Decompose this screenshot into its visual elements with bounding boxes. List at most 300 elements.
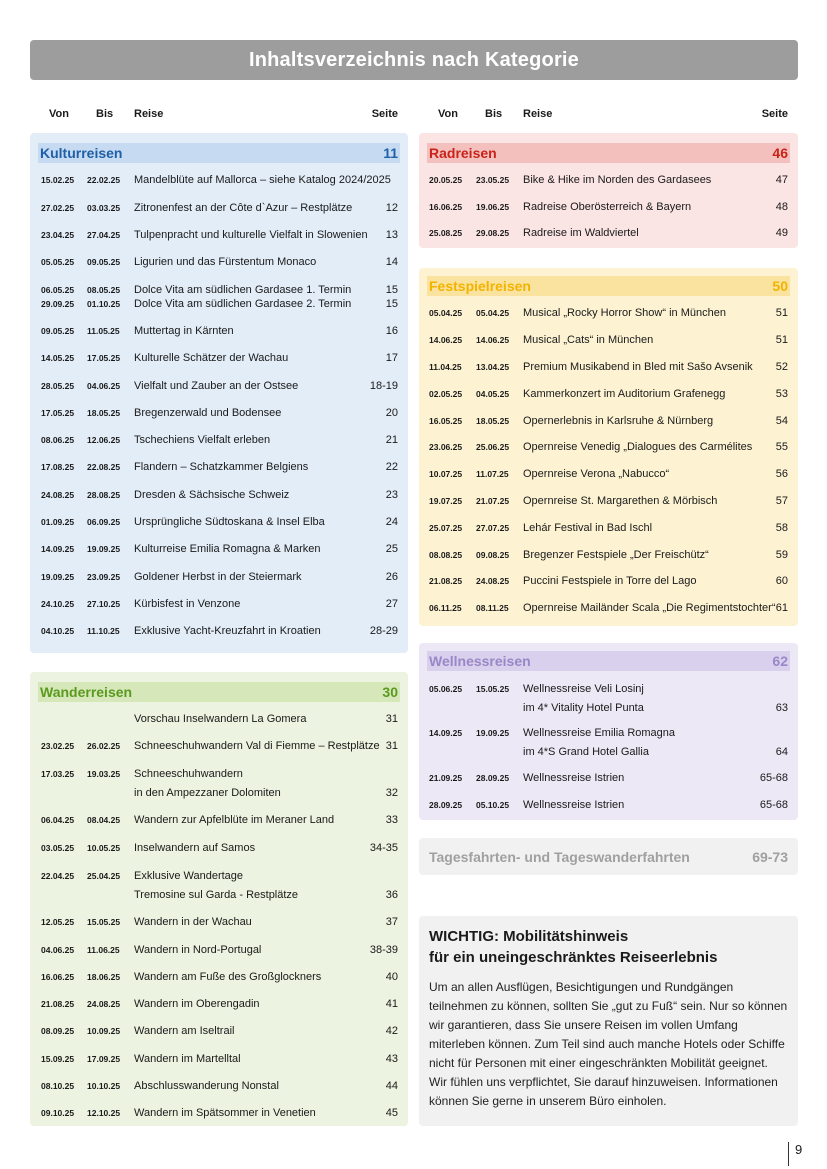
date-to: 27.10.25 — [87, 599, 121, 609]
trip-name-line: Bike & Hike im Norden des Gardasees — [523, 174, 712, 186]
table-row — [30, 540, 408, 559]
date-to: 12.10.25 — [87, 1108, 121, 1118]
section-page: 50 — [772, 278, 788, 294]
trip-name-line: Abschlusswanderung Nonstal — [134, 1080, 279, 1092]
table-row — [30, 941, 408, 960]
trip-name-line: Puccini Festspiele in Torre del Lago — [523, 575, 697, 587]
page-ref: 56 — [775, 468, 788, 480]
table-row — [30, 199, 408, 218]
notice-heading-2: für ein uneingeschränktes Reiseerlebnis — [429, 949, 718, 966]
date-to: 22.02.25 — [87, 175, 121, 185]
page-ref: 18-19 — [369, 380, 398, 392]
table-row — [30, 1050, 408, 1069]
trip-name — [134, 710, 306, 729]
table-row — [419, 438, 798, 457]
page-ref: 55 — [775, 441, 788, 453]
date-to: 27.04.25 — [87, 230, 121, 240]
date-from: 16.05.25 — [429, 416, 463, 426]
table-row — [30, 737, 408, 756]
trip-name — [134, 995, 260, 1014]
date-from: 17.05.25 — [41, 408, 75, 418]
section-radreisen — [419, 133, 798, 248]
date-to: 04.05.25 — [476, 389, 510, 399]
trip-name — [523, 519, 652, 538]
section-title: Festspielreisen — [429, 278, 531, 294]
date-to: 21.07.25 — [476, 496, 510, 506]
trip-name-line: Wandern am Iseltrail — [134, 1025, 235, 1037]
trip-name — [134, 867, 298, 905]
trip-name — [134, 431, 270, 450]
page-ref: 60 — [775, 575, 788, 587]
trip-name-line: Opernreise Mailänder Scala „Die Regimentstochter“ — [523, 602, 776, 614]
date-from: 25.08.25 — [429, 228, 463, 238]
trip-name — [523, 599, 776, 618]
trip-name-line: Goldener Herbst in der Steiermark — [134, 571, 302, 583]
trip-name — [523, 331, 653, 350]
trip-name-line: Kürbisfest in Venzone — [134, 598, 241, 610]
date-from: 29.09.25 — [41, 299, 75, 309]
trip-name — [523, 796, 624, 815]
table-row — [30, 377, 408, 396]
date-from: 04.10.25 — [41, 626, 75, 636]
date-to: 25.04.25 — [87, 871, 121, 881]
date-to: 19.09.25 — [476, 728, 510, 738]
page-ref: 12 — [385, 202, 398, 214]
date-from: 15.09.25 — [41, 1054, 75, 1064]
trip-name — [523, 224, 639, 243]
date-to: 26.02.25 — [87, 741, 121, 751]
section-header — [38, 682, 400, 702]
section-title: Radreisen — [429, 145, 497, 161]
trip-name-line: Kulturreise Emilia Romagna & Marken — [134, 543, 321, 555]
page-ref: 32 — [385, 787, 398, 799]
table-row — [419, 331, 798, 350]
date-from: 04.06.25 — [41, 945, 75, 955]
date-from: 21.08.25 — [429, 576, 463, 586]
date-to: 19.03.25 — [87, 769, 121, 779]
section-festspielreisen — [419, 268, 798, 626]
date-from: 08.06.25 — [41, 435, 75, 445]
section-title: Wellnessreisen — [429, 653, 531, 669]
section-header — [427, 847, 790, 867]
date-to: 10.05.25 — [87, 843, 121, 853]
table-row — [30, 765, 408, 803]
page-ref: 33 — [385, 814, 398, 826]
page-ref: 45 — [385, 1107, 398, 1119]
section-title: Wanderreisen — [40, 684, 133, 700]
trip-name — [134, 404, 281, 423]
trip-name — [134, 377, 298, 396]
table-row — [30, 171, 408, 190]
page-ref: 14 — [385, 256, 398, 268]
trip-name-line: Bregenzer Festspiele „Der Freischütz“ — [523, 549, 709, 561]
table-row — [419, 599, 798, 618]
trip-name — [523, 171, 711, 190]
date-from: 23.02.25 — [41, 741, 75, 751]
table-row — [419, 465, 798, 484]
table-row — [419, 796, 798, 815]
trip-name-line: Opernerlebnis in Karlsruhe & Nürnberg — [523, 415, 714, 427]
table-row — [419, 769, 798, 788]
date-to: 04.06.25 — [87, 381, 121, 391]
section-page: 11 — [383, 145, 398, 161]
table-row — [419, 224, 798, 243]
trip-name-line: Opernreise Venedig „Dialogues des Carmélites — [523, 441, 753, 453]
col-von: Von — [438, 108, 458, 120]
section-header — [427, 143, 790, 163]
page-ref: 57 — [775, 495, 788, 507]
date-from: 16.06.25 — [429, 202, 463, 212]
page-ref: 44 — [385, 1080, 398, 1092]
table-row — [30, 595, 408, 614]
date-from: 01.09.25 — [41, 517, 75, 527]
table-row — [30, 1104, 408, 1123]
date-to: 11.07.25 — [476, 469, 509, 479]
table-row — [30, 322, 408, 341]
page-ref: 59 — [775, 549, 788, 561]
date-to: 14.06.25 — [476, 335, 510, 345]
col-reise: Reise — [523, 108, 553, 120]
col-seite: Seite — [761, 108, 788, 120]
date-from: 20.05.25 — [429, 175, 463, 185]
trip-name-line: Ligurien und das Fürstentum Monaco — [134, 256, 317, 268]
trip-name-line: Inselwandern auf Samos — [134, 842, 256, 854]
table-row — [419, 304, 798, 323]
trip-name — [134, 253, 316, 272]
table-row — [30, 913, 408, 932]
col-seite: Seite — [371, 108, 398, 120]
trip-name — [134, 737, 380, 756]
table-row — [419, 572, 798, 591]
date-to: 19.09.25 — [87, 544, 121, 554]
trip-name-line: Vielfalt und Zauber an der Ostsee — [134, 380, 299, 392]
date-from: 19.07.25 — [429, 496, 463, 506]
date-from: 19.09.25 — [41, 572, 75, 582]
date-to: 09.05.25 — [87, 257, 121, 267]
page-ref: 13 — [385, 229, 398, 241]
section-page: 30 — [382, 684, 398, 700]
table-row — [30, 295, 408, 314]
trip-name — [134, 513, 325, 532]
date-from: 06.04.25 — [41, 815, 75, 825]
trip-name — [523, 304, 726, 323]
page-ref: 51 — [775, 307, 788, 319]
notice-text: Um an allen Ausflügen, Besichtigungen und Rundgängen teilnehmen zu können, sollten Sie „gut zu Fuß“ sein. Nur so können wir garantieren, dass Sie unsere Reisen im vollen Umfang miterleben können. Zum Teil sind auch manche Hotels oder Schiffe nicht für Personen mit einer eingeschränkten Mobilität geeignet. Wir fühlen uns verpflichtet, Sie darauf hinzuweisen. Informationen können Sie gerne in unserem Büro einholen. — [429, 980, 788, 1108]
page-ref: 25 — [385, 543, 398, 555]
trip-name — [523, 492, 717, 511]
page-ref: 36 — [385, 889, 398, 901]
trip-name-line: Mandelblüte auf Mallorca – siehe Katalog 2024/2025 — [134, 174, 391, 186]
date-to: 19.06.25 — [476, 202, 510, 212]
trip-name — [134, 458, 308, 477]
trip-name — [523, 198, 691, 217]
table-row — [419, 198, 798, 217]
trip-name-line: Premium Musikabend in Bled mit Sašo Avsenik — [523, 361, 753, 373]
date-to: 18.05.25 — [476, 416, 510, 426]
page-ref: 43 — [385, 1053, 398, 1065]
trip-name-line: Wellnessreise Emilia Romagna — [523, 727, 676, 739]
trip-name — [134, 765, 281, 803]
table-row — [30, 839, 408, 858]
page-ref: 41 — [385, 998, 398, 1010]
trip-name-line: im 4* Vitality Hotel Punta — [523, 702, 644, 714]
trip-name-line: Kammerkonzert im Auditorium Grafenegg — [523, 388, 726, 400]
trip-name — [134, 226, 368, 245]
page-ref: 65-68 — [759, 772, 788, 784]
col-von: Von — [49, 108, 69, 120]
trip-name-line: Wandern am Fuße des Großglockners — [134, 971, 322, 983]
trip-name — [134, 839, 255, 858]
trip-name-line: Tulpenpracht und kulturelle Vielfalt in Slowenien — [134, 229, 368, 241]
date-from: 05.04.25 — [429, 308, 463, 318]
date-from: 28.05.25 — [41, 381, 75, 391]
table-row — [30, 710, 408, 729]
section-wellnessreisen — [419, 643, 798, 820]
table-row — [30, 811, 408, 830]
trip-name-line: Flandern – Schatzkammer Belgiens — [134, 461, 309, 473]
page-ref: 31 — [385, 713, 398, 725]
date-from: 06.05.25 — [41, 285, 75, 295]
date-from: 08.09.25 — [41, 1026, 75, 1036]
trip-name — [523, 358, 753, 377]
date-to: 10.10.25 — [87, 1081, 121, 1091]
date-from: 11.04.25 — [429, 362, 462, 372]
section-header — [427, 276, 790, 296]
trip-name — [134, 199, 352, 218]
date-from: 17.03.25 — [41, 769, 75, 779]
col-bis: Bis — [96, 108, 114, 120]
date-from: 14.05.25 — [41, 353, 75, 363]
trip-name-line: Wandern im Martelltal — [134, 1053, 241, 1065]
date-to: 18.05.25 — [87, 408, 121, 418]
table-row — [30, 867, 408, 905]
table-row — [30, 995, 408, 1014]
date-to: 10.09.25 — [87, 1026, 121, 1036]
date-to: 06.09.25 — [87, 517, 121, 527]
trip-name-line: Bregenzerwald und Bodensee — [134, 407, 282, 419]
table-row — [30, 513, 408, 532]
date-to: 28.08.25 — [87, 490, 121, 500]
trip-name — [523, 438, 752, 457]
section-title: Kulturreisen — [40, 145, 123, 161]
col-bis: Bis — [485, 108, 503, 120]
date-from: 21.09.25 — [429, 773, 463, 783]
trip-name-line: Wellnessreise Veli Losinj — [523, 683, 644, 695]
date-from: 06.11.25 — [429, 603, 462, 613]
trip-name — [134, 1022, 234, 1041]
table-row — [30, 568, 408, 587]
page-ref: 21 — [385, 434, 398, 446]
table-row — [419, 546, 798, 565]
page-ref: 49 — [775, 227, 788, 239]
page-ref: 61 — [775, 602, 788, 614]
trip-name-line: Schneeschuhwandern Val di Fiemme – Restplätze — [134, 740, 380, 752]
date-to: 22.08.25 — [87, 462, 121, 472]
section-kulturreisen — [30, 133, 408, 653]
table-row — [419, 724, 798, 762]
trip-name — [523, 385, 725, 404]
section-page: 46 — [772, 145, 788, 161]
date-from: 08.08.25 — [429, 550, 463, 560]
trip-name-line: in den Ampezzaner Dolomiten — [134, 787, 281, 799]
trip-name-line: Wandern im Oberengadin — [134, 998, 260, 1010]
mobility-notice — [419, 916, 798, 1126]
trip-name — [134, 568, 302, 587]
date-to: 18.06.25 — [87, 972, 121, 982]
trip-name-line: Kulturelle Schätzer der Wachau — [134, 352, 289, 364]
date-to: 13.04.25 — [476, 362, 510, 372]
section-wanderreisen — [30, 672, 408, 1126]
trip-name-line: Radreise Oberösterreich & Bayern — [523, 201, 692, 213]
trip-name — [134, 1104, 316, 1123]
section-title: Tagesfahrten- und Tageswanderfahrten — [429, 849, 690, 865]
date-from: 08.10.25 — [41, 1081, 75, 1091]
section-header — [427, 651, 790, 671]
page-ref: 52 — [775, 361, 788, 373]
trip-name-line: Muttertag in Kärnten — [134, 325, 234, 337]
page-title: Inhaltsverzeichnis nach Kategorie — [30, 40, 798, 80]
trip-name-line: Dolce Vita am südlichen Gardasee 1. Termin — [134, 284, 352, 296]
trip-name-line: Tschechiens Vielfalt erleben — [134, 434, 271, 446]
table-row — [30, 253, 408, 272]
trip-name-line: Wandern im Spätsommer in Venetien — [134, 1107, 316, 1119]
trip-name-line: Schneeschuhwandern — [134, 768, 243, 780]
trip-name — [523, 465, 669, 484]
page-ref: 23 — [385, 489, 398, 501]
date-from: 22.04.25 — [41, 871, 75, 881]
trip-name-line: Exklusive Yacht-Kreuzfahrt in Kroatien — [134, 625, 321, 637]
date-from: 03.05.25 — [41, 843, 75, 853]
page-ref: 34-35 — [369, 842, 398, 854]
table-row — [419, 358, 798, 377]
date-from: 23.04.25 — [41, 230, 75, 240]
column-header-right — [419, 108, 798, 124]
trip-name — [523, 724, 675, 762]
trip-name — [134, 913, 252, 932]
date-from: 09.05.25 — [41, 326, 75, 336]
table-row — [30, 1077, 408, 1096]
trip-name — [134, 1077, 279, 1096]
table-row — [419, 412, 798, 431]
date-to: 11.10.25 — [87, 626, 120, 636]
trip-name — [134, 622, 321, 641]
trip-name — [523, 680, 644, 718]
date-from: 17.08.25 — [41, 462, 75, 472]
trip-name — [134, 811, 334, 830]
date-from: 27.02.25 — [41, 203, 75, 213]
date-from: 24.08.25 — [41, 490, 75, 500]
trip-name — [134, 486, 289, 505]
date-from: 05.05.25 — [41, 257, 75, 267]
date-from: 21.08.25 — [41, 999, 75, 1009]
trip-name — [134, 1050, 241, 1069]
page-ref: 64 — [775, 746, 788, 758]
section-page: 62 — [772, 653, 788, 669]
table-row — [419, 519, 798, 538]
trip-name — [523, 546, 709, 565]
date-from: 24.10.25 — [41, 599, 75, 609]
page-ref: 26 — [385, 571, 398, 583]
table-row — [30, 404, 408, 423]
date-from: 14.06.25 — [429, 335, 463, 345]
date-from: 12.05.25 — [41, 917, 75, 927]
trip-name-line: Radreise im Waldviertel — [523, 227, 639, 239]
page-ref: 54 — [775, 415, 788, 427]
trip-name — [523, 572, 696, 591]
table-row — [419, 385, 798, 404]
col-reise: Reise — [134, 108, 164, 120]
page-ref: 24 — [385, 516, 398, 528]
table-row — [30, 226, 408, 245]
date-to: 29.08.25 — [476, 228, 510, 238]
table-row — [30, 486, 408, 505]
trip-name-line: Wellnessreise Istrien — [523, 772, 625, 784]
date-from: 25.07.25 — [429, 523, 463, 533]
trip-name-line: Exklusive Wandertage — [134, 870, 244, 882]
date-to: 27.07.25 — [476, 523, 510, 533]
page-ref: 17 — [385, 352, 398, 364]
trip-name — [523, 769, 624, 788]
trip-name — [134, 968, 321, 987]
column-header-left — [30, 108, 408, 124]
date-to: 17.09.25 — [87, 1054, 121, 1064]
date-to: 17.05.25 — [87, 353, 121, 363]
trip-name — [134, 322, 234, 341]
page-ref: 20 — [385, 407, 398, 419]
date-from: 14.09.25 — [41, 544, 75, 554]
page-ref: 31 — [385, 740, 398, 752]
table-row — [30, 968, 408, 987]
page-ref: 38-39 — [369, 944, 398, 956]
table-row — [30, 622, 408, 641]
page-ref: 48 — [775, 201, 788, 213]
page-ref: 15 — [385, 298, 398, 310]
trip-name-line: Opernreise St. Margarethen & Mörbisch — [523, 495, 718, 507]
page-ref: 42 — [385, 1025, 398, 1037]
date-from: 28.09.25 — [429, 800, 463, 810]
date-to: 11.05.25 — [87, 326, 120, 336]
date-to: 15.05.25 — [87, 917, 121, 927]
page-ref: 51 — [775, 334, 788, 346]
section-tagesfahrten — [419, 838, 798, 875]
trip-name-line: Wandern in Nord-Portugal — [134, 944, 262, 956]
section-page: 69-73 — [752, 849, 788, 865]
trip-name-line: Zitronenfest an der Côte d`Azur – Restplätze — [134, 202, 353, 214]
date-to: 03.03.25 — [87, 203, 121, 213]
date-from: 16.06.25 — [41, 972, 75, 982]
trip-name — [134, 540, 320, 559]
trip-name-line: Musical „Cats“ in München — [523, 334, 654, 346]
trip-name-line: Tremosine sul Garda - Restplätze — [134, 889, 299, 901]
date-to: 28.09.25 — [476, 773, 510, 783]
trip-name — [134, 349, 288, 368]
date-to: 05.04.25 — [476, 308, 510, 318]
trip-name — [134, 171, 391, 190]
date-to: 08.05.25 — [87, 285, 121, 295]
date-to: 08.11.25 — [476, 603, 509, 613]
date-from: 09.10.25 — [41, 1108, 75, 1118]
date-to: 15.05.25 — [476, 684, 510, 694]
table-row — [30, 349, 408, 368]
trip-name — [134, 295, 351, 314]
trip-name-line: Musical „Rocky Horror Show“ in München — [523, 307, 726, 319]
trip-name-line: Dolce Vita am südlichen Gardasee 2. Termin — [134, 298, 352, 310]
page-ref: 28-29 — [369, 625, 398, 637]
page-ref: 37 — [385, 916, 398, 928]
page-ref: 22 — [385, 461, 398, 473]
page-ref: 63 — [775, 702, 788, 714]
table-row — [419, 680, 798, 718]
